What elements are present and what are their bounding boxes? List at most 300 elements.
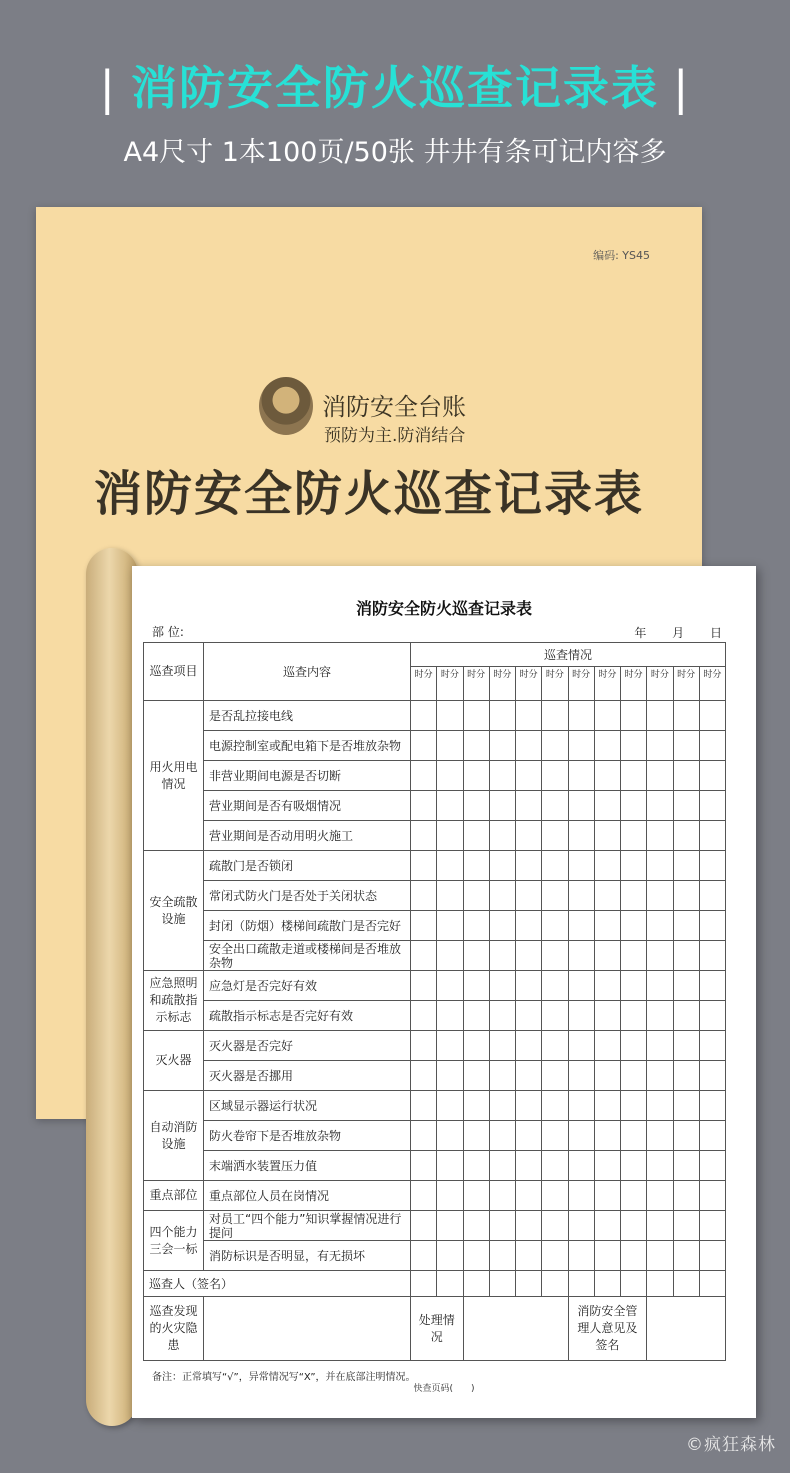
check-cell[interactable] [516, 1151, 542, 1181]
check-cell[interactable] [463, 1121, 489, 1151]
check-cell[interactable] [542, 1181, 568, 1211]
table-row [144, 791, 726, 821]
check-cell[interactable] [594, 1061, 620, 1091]
check-cell[interactable] [594, 911, 620, 941]
check-cell[interactable] [647, 881, 673, 911]
check-cell[interactable] [699, 791, 725, 821]
check-cell[interactable] [594, 1031, 620, 1061]
check-cell[interactable] [594, 881, 620, 911]
check-cell[interactable] [647, 761, 673, 791]
check-cell[interactable] [568, 1151, 594, 1181]
check-cell[interactable] [673, 1031, 699, 1061]
check-cell[interactable] [489, 791, 515, 821]
check-cell[interactable] [568, 1211, 594, 1241]
check-cell[interactable] [621, 791, 647, 821]
check-cell[interactable] [463, 881, 489, 911]
check-item: 安全出口疏散走道或楼梯间是否堆放杂物 [204, 941, 411, 971]
check-cell[interactable] [699, 941, 725, 971]
check-cell[interactable] [621, 1061, 647, 1091]
check-cell[interactable] [437, 1121, 463, 1151]
time-header-cell: 时分 [463, 667, 489, 701]
hazard-label: 巡查发现的火灾隐患 [144, 1297, 204, 1361]
table-row [144, 971, 726, 1001]
table-row [144, 911, 726, 941]
check-cell[interactable] [699, 1091, 725, 1121]
table-row [144, 761, 726, 791]
check-cell[interactable] [647, 941, 673, 971]
time-header-cell: 时分 [489, 667, 515, 701]
check-cell[interactable] [489, 1001, 515, 1031]
paper-roll [86, 548, 138, 1426]
check-cell[interactable] [621, 1241, 647, 1271]
check-cell[interactable] [673, 1061, 699, 1091]
check-cell[interactable] [437, 1001, 463, 1031]
check-cell[interactable] [437, 851, 463, 881]
check-cell[interactable] [699, 881, 725, 911]
check-cell[interactable] [463, 731, 489, 761]
check-cell[interactable] [647, 1211, 673, 1241]
cover-brand: 消防安全台账 [322, 393, 466, 421]
check-cell[interactable] [542, 971, 568, 1001]
check-cell[interactable] [673, 791, 699, 821]
check-cell[interactable] [594, 1211, 620, 1241]
check-cell[interactable] [594, 821, 620, 851]
title-bar-left: | [99, 61, 117, 115]
check-cell[interactable] [673, 1211, 699, 1241]
check-cell[interactable] [699, 911, 725, 941]
check-cell[interactable] [411, 911, 437, 941]
check-cell[interactable] [568, 1031, 594, 1061]
check-item: 应急灯是否完好有效 [204, 971, 411, 1001]
check-cell[interactable] [516, 1031, 542, 1061]
check-cell[interactable] [463, 971, 489, 1001]
check-cell[interactable] [673, 1121, 699, 1151]
check-cell[interactable] [516, 791, 542, 821]
signature-cell[interactable] [647, 1271, 673, 1297]
check-cell[interactable] [699, 821, 725, 851]
table-row [144, 1151, 726, 1181]
check-cell[interactable] [516, 1061, 542, 1091]
section-category: 用火用电情况 [144, 701, 204, 851]
check-cell[interactable] [463, 791, 489, 821]
check-cell[interactable] [463, 1241, 489, 1271]
check-cell[interactable] [699, 1151, 725, 1181]
time-header-cell: 时分 [542, 667, 568, 701]
check-cell[interactable] [489, 1031, 515, 1061]
check-cell[interactable] [647, 1001, 673, 1031]
check-cell[interactable] [699, 1121, 725, 1151]
table-row [144, 821, 726, 851]
check-cell[interactable] [594, 701, 620, 731]
check-cell[interactable] [411, 1151, 437, 1181]
check-cell[interactable] [489, 701, 515, 731]
check-cell[interactable] [542, 941, 568, 971]
check-cell[interactable] [542, 1151, 568, 1181]
check-cell[interactable] [673, 1181, 699, 1211]
check-cell[interactable] [568, 941, 594, 971]
inspection-table [143, 642, 726, 1361]
check-cell[interactable] [437, 1181, 463, 1211]
check-cell[interactable] [621, 761, 647, 791]
check-cell[interactable] [489, 731, 515, 761]
check-cell[interactable] [489, 851, 515, 881]
signature-cell[interactable] [516, 1271, 542, 1297]
check-cell[interactable] [647, 971, 673, 1001]
check-cell[interactable] [437, 1151, 463, 1181]
check-cell[interactable] [463, 1181, 489, 1211]
check-cell[interactable] [463, 1151, 489, 1181]
check-cell[interactable] [594, 1121, 620, 1151]
check-cell[interactable] [647, 1151, 673, 1181]
check-cell[interactable] [463, 1061, 489, 1091]
check-cell[interactable] [542, 1031, 568, 1061]
check-cell[interactable] [673, 1151, 699, 1181]
check-cell[interactable] [489, 1061, 515, 1091]
check-cell[interactable] [699, 1031, 725, 1061]
check-cell[interactable] [411, 1091, 437, 1121]
check-cell[interactable] [594, 941, 620, 971]
check-cell[interactable] [647, 821, 673, 851]
table-row [144, 1241, 726, 1271]
section-category: 应急照明和疏散指示标志 [144, 971, 204, 1031]
time-header-cell: 时分 [594, 667, 620, 701]
signature-cell[interactable] [463, 1271, 489, 1297]
check-cell[interactable] [673, 821, 699, 851]
check-cell[interactable] [463, 941, 489, 971]
check-item: 防火卷帘下是否堆放杂物 [204, 1121, 411, 1151]
check-cell[interactable] [568, 731, 594, 761]
signature-cell[interactable] [699, 1271, 725, 1297]
check-item: 灭火器是否完好 [204, 1031, 411, 1061]
check-cell[interactable] [647, 701, 673, 731]
check-item: 对员工“四个能力”知识掌握情况进行提问 [204, 1211, 411, 1241]
check-cell[interactable] [699, 1181, 725, 1211]
check-cell[interactable] [568, 1001, 594, 1031]
cover-title: 消防安全防火巡查记录表 [93, 466, 644, 522]
signature-cell[interactable] [568, 1271, 594, 1297]
check-cell[interactable] [542, 761, 568, 791]
check-cell[interactable] [673, 971, 699, 1001]
check-cell[interactable] [673, 911, 699, 941]
banner-subtitle: A4尺寸 1本100页/50张 井井有条可记内容多 [123, 137, 667, 168]
check-cell[interactable] [621, 1151, 647, 1181]
check-cell[interactable] [411, 1031, 437, 1061]
check-cell[interactable] [516, 971, 542, 1001]
check-cell[interactable] [489, 911, 515, 941]
check-cell[interactable] [647, 1031, 673, 1061]
check-cell[interactable] [516, 1211, 542, 1241]
check-cell[interactable] [437, 821, 463, 851]
check-cell[interactable] [621, 1181, 647, 1211]
signature-cell[interactable] [542, 1271, 568, 1297]
check-cell[interactable] [542, 821, 568, 851]
check-cell[interactable] [411, 881, 437, 911]
check-cell[interactable] [489, 1091, 515, 1121]
check-cell[interactable] [647, 1241, 673, 1271]
check-cell[interactable] [699, 1061, 725, 1091]
time-header-cell: 时分 [699, 667, 725, 701]
check-cell[interactable] [594, 1151, 620, 1181]
check-cell[interactable] [489, 1121, 515, 1151]
check-cell[interactable] [568, 761, 594, 791]
check-cell[interactable] [516, 761, 542, 791]
check-cell[interactable] [647, 1091, 673, 1121]
check-cell[interactable] [621, 941, 647, 971]
check-cell[interactable] [621, 821, 647, 851]
check-cell[interactable] [437, 1241, 463, 1271]
check-cell[interactable] [516, 851, 542, 881]
check-cell[interactable] [411, 821, 437, 851]
check-cell[interactable] [437, 731, 463, 761]
check-cell[interactable] [699, 851, 725, 881]
check-item: 疏散指示标志是否完好有效 [204, 1001, 411, 1031]
check-cell[interactable] [621, 1091, 647, 1121]
check-cell[interactable] [699, 731, 725, 761]
check-cell[interactable] [437, 971, 463, 1001]
check-cell[interactable] [411, 1001, 437, 1031]
time-header-cell: 时分 [568, 667, 594, 701]
check-cell[interactable] [463, 911, 489, 941]
check-cell[interactable] [516, 1241, 542, 1271]
check-cell[interactable] [516, 881, 542, 911]
check-cell[interactable] [489, 761, 515, 791]
check-cell[interactable] [516, 1091, 542, 1121]
date-label: 年 月 日 [634, 626, 722, 640]
table-row [144, 1181, 726, 1211]
check-cell[interactable] [437, 941, 463, 971]
check-cell[interactable] [437, 1091, 463, 1121]
check-cell[interactable] [673, 1091, 699, 1121]
check-cell[interactable] [594, 851, 620, 881]
check-cell[interactable] [463, 821, 489, 851]
check-cell[interactable] [621, 701, 647, 731]
footer-row [144, 1297, 726, 1361]
section-category: 重点部位 [144, 1181, 204, 1211]
check-cell[interactable] [411, 1241, 437, 1271]
watermark: ©疯狂森林 [686, 1435, 776, 1455]
check-cell[interactable] [594, 1241, 620, 1271]
header-row [144, 643, 726, 667]
check-cell[interactable] [516, 1121, 542, 1151]
check-cell[interactable] [568, 1121, 594, 1151]
check-item: 是否乱拉接电线 [204, 701, 411, 731]
table-row [144, 1121, 726, 1151]
check-cell[interactable] [647, 791, 673, 821]
signature-cell[interactable] [437, 1271, 463, 1297]
check-cell[interactable] [542, 911, 568, 941]
check-cell[interactable] [568, 851, 594, 881]
check-item: 灭火器是否挪用 [204, 1061, 411, 1091]
check-cell[interactable] [621, 851, 647, 881]
signature-cell[interactable] [489, 1271, 515, 1297]
check-cell[interactable] [542, 731, 568, 761]
check-cell[interactable] [542, 1001, 568, 1031]
check-cell[interactable] [411, 791, 437, 821]
check-cell[interactable] [437, 701, 463, 731]
time-header-cell: 时分 [647, 667, 673, 701]
check-cell[interactable] [594, 761, 620, 791]
check-cell[interactable] [411, 761, 437, 791]
check-cell[interactable] [568, 701, 594, 731]
check-cell[interactable] [673, 761, 699, 791]
check-cell[interactable] [542, 1061, 568, 1091]
check-cell[interactable] [621, 1211, 647, 1241]
check-cell[interactable] [699, 761, 725, 791]
check-cell[interactable] [699, 1241, 725, 1271]
check-item: 消防标识是否明显，有无损坏 [204, 1241, 411, 1271]
check-cell[interactable] [411, 1181, 437, 1211]
table-row [144, 701, 726, 731]
table-row [144, 1031, 726, 1061]
check-cell[interactable] [489, 1241, 515, 1271]
check-cell[interactable] [568, 911, 594, 941]
check-cell[interactable] [489, 821, 515, 851]
check-cell[interactable] [411, 1121, 437, 1151]
check-cell[interactable] [621, 971, 647, 1001]
check-cell[interactable] [437, 881, 463, 911]
check-cell[interactable] [437, 1211, 463, 1241]
signature-cell[interactable] [673, 1271, 699, 1297]
check-cell[interactable] [411, 701, 437, 731]
check-cell[interactable] [489, 1181, 515, 1211]
check-cell[interactable] [568, 1181, 594, 1211]
check-cell[interactable] [542, 701, 568, 731]
check-cell[interactable] [594, 1181, 620, 1211]
time-header-cell: 时分 [411, 667, 437, 701]
handling-field[interactable] [463, 1297, 568, 1361]
table-row [144, 1091, 726, 1121]
check-cell[interactable] [594, 971, 620, 1001]
check-cell[interactable] [647, 1061, 673, 1091]
check-cell[interactable] [489, 941, 515, 971]
check-cell[interactable] [542, 1091, 568, 1121]
check-cell[interactable] [568, 971, 594, 1001]
check-cell[interactable] [411, 941, 437, 971]
check-cell[interactable] [463, 1211, 489, 1241]
check-item: 非营业期间电源是否切断 [204, 761, 411, 791]
check-cell[interactable] [621, 731, 647, 761]
time-header-cell: 时分 [516, 667, 542, 701]
check-cell[interactable] [568, 821, 594, 851]
check-cell[interactable] [647, 1121, 673, 1151]
manager-field[interactable] [647, 1297, 726, 1361]
check-cell[interactable] [463, 1001, 489, 1031]
check-cell[interactable] [489, 971, 515, 1001]
check-cell[interactable] [699, 971, 725, 1001]
check-cell[interactable] [516, 701, 542, 731]
check-cell[interactable] [594, 1001, 620, 1031]
check-cell[interactable] [463, 1031, 489, 1061]
check-cell[interactable] [463, 761, 489, 791]
check-cell[interactable] [542, 881, 568, 911]
hazard-field[interactable] [204, 1297, 411, 1361]
check-cell[interactable] [621, 881, 647, 911]
check-cell[interactable] [516, 941, 542, 971]
check-cell[interactable] [437, 1031, 463, 1061]
check-cell[interactable] [411, 731, 437, 761]
check-cell[interactable] [594, 731, 620, 761]
check-cell[interactable] [516, 731, 542, 761]
check-item: 营业期间是否动用明火施工 [204, 821, 411, 851]
check-cell[interactable] [647, 911, 673, 941]
check-cell[interactable] [516, 1001, 542, 1031]
time-header-cell: 时分 [673, 667, 699, 701]
check-item: 电源控制室或配电箱下是否堆放杂物 [204, 731, 411, 761]
check-cell[interactable] [673, 701, 699, 731]
check-cell[interactable] [411, 971, 437, 1001]
section-category: 安全疏散设施 [144, 851, 204, 971]
check-cell[interactable] [647, 1181, 673, 1211]
cover-slogan: 预防为主.防消结合 [324, 426, 466, 446]
check-cell[interactable] [568, 1091, 594, 1121]
check-cell[interactable] [542, 1121, 568, 1151]
table-row [144, 731, 726, 761]
check-cell[interactable] [542, 851, 568, 881]
check-cell[interactable] [542, 1241, 568, 1271]
check-cell[interactable] [568, 791, 594, 821]
check-cell[interactable] [673, 851, 699, 881]
check-cell[interactable] [437, 791, 463, 821]
banner-title-text: 消防安全防火巡查记录表 [131, 61, 659, 115]
check-cell[interactable] [673, 1241, 699, 1271]
check-cell[interactable] [568, 881, 594, 911]
signature-cell[interactable] [621, 1271, 647, 1297]
check-cell[interactable] [673, 941, 699, 971]
check-cell[interactable] [411, 1061, 437, 1091]
check-cell[interactable] [542, 1211, 568, 1241]
check-cell[interactable] [621, 1121, 647, 1151]
check-cell[interactable] [699, 701, 725, 731]
check-cell[interactable] [594, 1091, 620, 1121]
check-cell[interactable] [516, 821, 542, 851]
check-cell[interactable] [568, 1061, 594, 1091]
check-cell[interactable] [411, 851, 437, 881]
check-cell[interactable] [516, 1181, 542, 1211]
check-cell[interactable] [489, 1151, 515, 1181]
check-cell[interactable] [437, 1061, 463, 1091]
signature-cell[interactable] [594, 1271, 620, 1297]
form-note: 备注：正常填写“√”，异常情况写“X”，并在底部注明情况。 [152, 1372, 416, 1383]
check-cell[interactable] [463, 851, 489, 881]
check-cell[interactable] [621, 1031, 647, 1061]
check-cell[interactable] [568, 1241, 594, 1271]
check-cell[interactable] [463, 1091, 489, 1121]
check-cell[interactable] [437, 911, 463, 941]
check-cell[interactable] [463, 701, 489, 731]
check-cell[interactable] [621, 911, 647, 941]
check-cell[interactable] [699, 1211, 725, 1241]
check-cell[interactable] [647, 731, 673, 761]
check-cell[interactable] [699, 1001, 725, 1031]
header-content: 巡查内容 [204, 643, 411, 701]
check-cell[interactable] [647, 851, 673, 881]
check-cell[interactable] [594, 791, 620, 821]
check-cell[interactable] [673, 1001, 699, 1031]
table-row [144, 941, 726, 971]
signature-cell[interactable] [411, 1271, 437, 1297]
check-cell[interactable] [542, 791, 568, 821]
check-cell[interactable] [516, 911, 542, 941]
table-row [144, 1001, 726, 1031]
time-header-cell: 时分 [437, 667, 463, 701]
check-cell[interactable] [489, 881, 515, 911]
check-cell[interactable] [437, 761, 463, 791]
check-cell[interactable] [621, 1001, 647, 1031]
check-cell[interactable] [411, 1211, 437, 1241]
check-cell[interactable] [489, 1211, 515, 1241]
check-cell[interactable] [673, 881, 699, 911]
check-cell[interactable] [673, 731, 699, 761]
